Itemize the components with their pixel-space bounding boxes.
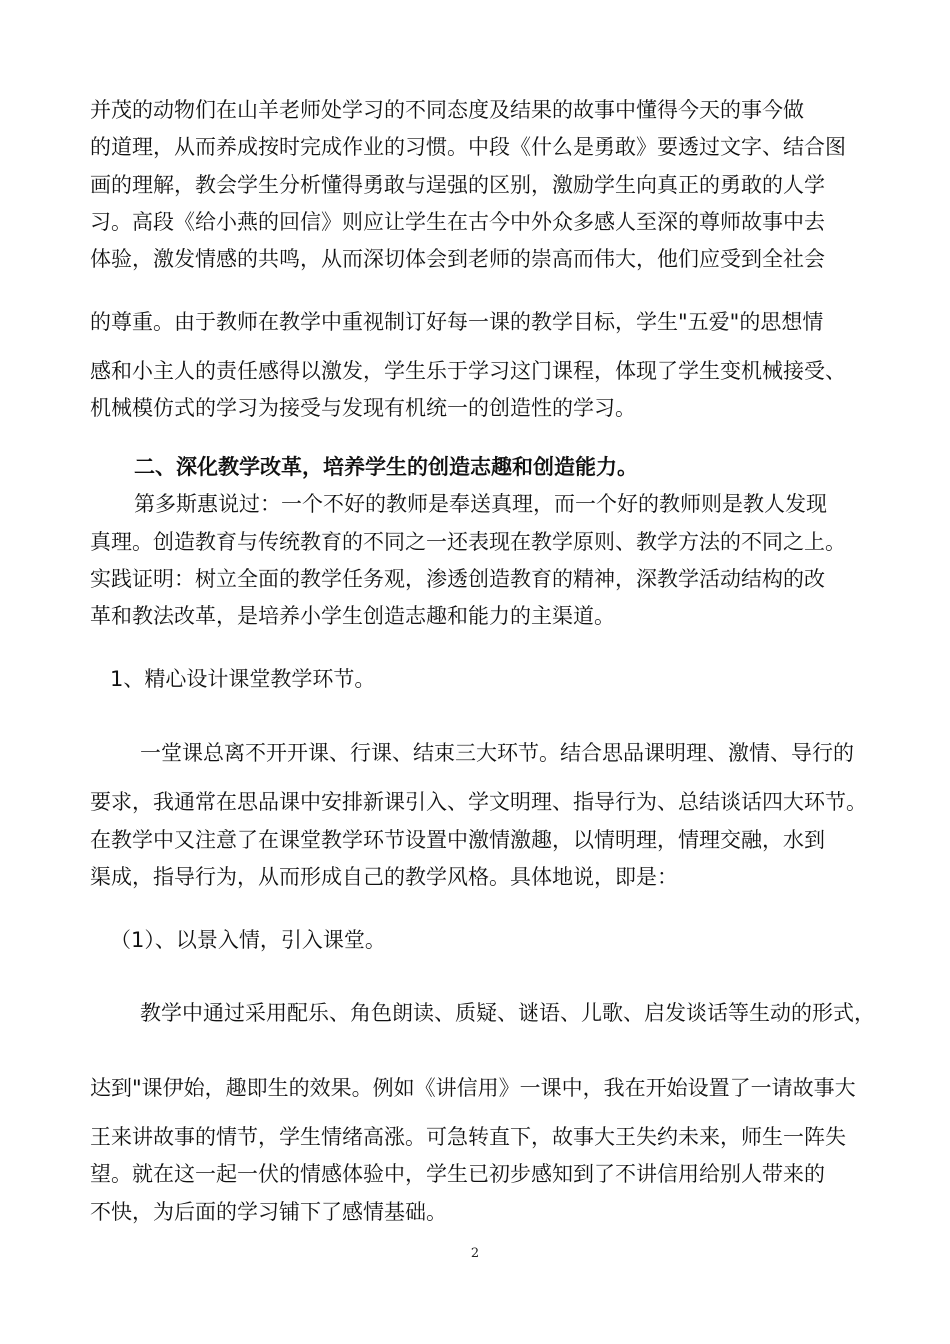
- text-line: 感和小主人的责任感得以激发，学生乐于学习这门课程，体现了学生变机械接受、: [90, 359, 846, 383]
- text-line: 在教学中又注意了在课堂教学环节设置中激情激趣，以情明理，情理交融，水到: [90, 828, 825, 852]
- text-line: 革和教法改革，是培养小学生创造志趣和能力的主渠道。: [90, 604, 615, 628]
- text-line: 望。就在这一起一伏的情感体验中，学生已初步感知到了不讲信用给别人带来的: [90, 1162, 825, 1186]
- text-line: 第多斯惠说过：一个不好的教师是奉送真理，而一个好的教师则是教人发现: [134, 492, 827, 516]
- text-line: 一堂课总离不开开课、行课、结束三大环节。结合思品课明理、激情、导行的: [140, 741, 854, 765]
- text-line: 不快，为后面的学习铺下了感情基础。: [90, 1200, 447, 1224]
- subsection-heading: 1、精心设计课堂教学环节。: [110, 667, 376, 691]
- section-heading: 二、深化教学改革，培养学生的创造志趣和创造能力。: [134, 455, 638, 479]
- text-line: 要求，我通常在思品课中安排新课引入、学文明理、指导行为、总结谈话四大环节。: [90, 790, 867, 814]
- text-line: 教学中通过采用配乐、角色朗读、质疑、谜语、儿歌、启发谈话等生动的形式，: [140, 1001, 875, 1025]
- text-line: 真理。创造教育与传统教育的不同之一还表现在教学原则、教学方法的不同之上。: [90, 530, 846, 554]
- text-line: 体验，激发情感的共鸣，从而深切体会到老师的崇高而伟大，他们应受到全社会: [90, 247, 825, 271]
- text-line: 机械模仿式的学习为接受与发现有机统一的创造性的学习。: [90, 396, 636, 420]
- text-line: 画的理解，教会学生分析懂得勇敢与逞强的区别，激励学生向真正的勇敢的人学: [90, 173, 825, 197]
- text-line: 的道理，从而养成按时完成作业的习惯。中段《什么是勇敢》要透过文字、结合图: [90, 135, 846, 159]
- text-line: 渠成，指导行为，从而形成自己的教学风格。具体地说，即是：: [90, 865, 678, 889]
- text-line: 实践证明：树立全面的教学任务观，渗透创造教育的精神，深教学活动结构的改: [90, 567, 825, 591]
- text-line: 习。高段《给小燕的回信》则应让学生在古今中外众多感人至深的尊师故事中去: [90, 210, 825, 234]
- page-number: 2: [470, 1246, 480, 1261]
- subsection-heading: （1）、以景入情，引入课堂。: [110, 928, 386, 952]
- text-line: 达到"课伊始，趣即生的效果。例如《讲信用》一课中，我在开始设置了一请故事大: [90, 1076, 856, 1100]
- text-line: 的尊重。由于教师在教学中重视制订好每一课的教学目标，学生"五爱"的思想情: [90, 310, 824, 334]
- text-line: 王来讲故事的情节，学生情绪高涨。可急转直下，故事大王失约未来，师生一阵失: [90, 1125, 846, 1149]
- text-line: 并茂的动物们在山羊老师处学习的不同态度及结果的故事中懂得今天的事今做: [90, 98, 804, 122]
